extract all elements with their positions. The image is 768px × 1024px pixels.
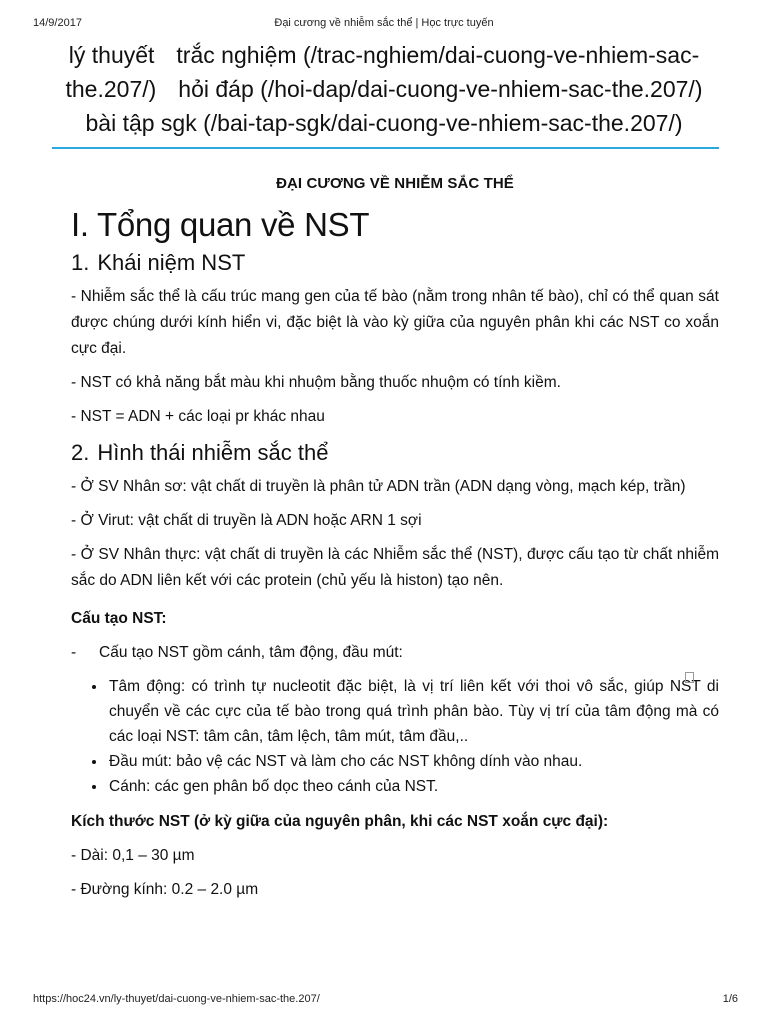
paragraph-definition: - Nhiễm sắc thể là cấu trúc mang gen của tế bào (nằm trong nhân tế bào), chỉ có thể quan sát được chúng dưới kính hiển vi, đặc biệt là vào kỳ giữa của nguyên phân khi các NST co xoắn cực đại. [71, 288, 719, 357]
nav-link-trac-nghiem[interactable]: trắc nghiệm (/trac-nghiem/dai-cuong-ve-nhiem-sac-the.207/) [65, 42, 700, 102]
print-date: 14/9/2017 [33, 17, 82, 29]
bullet-telomere: • Đầu mút: bảo vệ các NST và làm cho các NST không dính vào nhau. [107, 749, 719, 774]
structure-intro-text: Cấu tạo NST gồm cánh, tâm động, đầu mút: [99, 644, 403, 661]
paragraph-eukaryote: - Ở SV Nhân thực: vật chất di truyền là các Nhiễm sắc thể (NST), được cấu tạo từ chất nhiễm sắc do ADN liên kết với các protein (chủ yếu là histon) tạo nên. [71, 546, 719, 589]
nav-link-bai-tap-sgk[interactable]: bài tập sgk (/bai-tap-sgk/dai-cuong-ve-nhiem-sac-the.207/) [85, 110, 683, 136]
placeholder-glyph-icon [685, 672, 694, 683]
document-title: ĐẠI CƯƠNG VỀ NHIỄM SẮC THỂ [276, 175, 514, 192]
print-header [0, 0, 768, 40]
lesson-nav [40, 38, 728, 140]
subsection-heading-morphology [71, 440, 719, 466]
print-url: https://hoc24.vn/ly-thuyet/dai-cuong-ve-nhiem-sac-the.207/ [33, 993, 320, 1005]
heading-structure: Cấu tạo NST: [71, 610, 167, 627]
section-heading-overview: I. Tổng quan về NST [71, 206, 370, 243]
subsection-title: Khái niệm NST [97, 250, 246, 275]
heading-size: Kích thước NST (ở kỳ giữa của nguyên phân, khi các NST xoắn cực đại): [71, 813, 609, 830]
paragraph-staining: - NST có khả năng bắt màu khi nhuộm bằng thuốc nhuộm có tính kiềm. [71, 374, 561, 391]
print-page-title: Đại cương về nhiễm sắc thể | Học trực tuyến [274, 17, 494, 29]
paragraph-length: - Dài: 0,1 – 30 µm [71, 847, 195, 864]
print-page-number: 1/6 [722, 993, 738, 1005]
nav-link-hoi-dap[interactable]: hỏi đáp (/hoi-dap/dai-cuong-ve-nhiem-sac-the.207/) [178, 76, 703, 102]
dash-marker: - [71, 644, 77, 661]
subsection-number: 2. [71, 440, 90, 465]
paragraph-composition: - NST = ADN + các loại pr khác nhau [71, 408, 325, 425]
structure-intro [71, 640, 719, 666]
nav-link-ly-thuyet[interactable]: lý thuyết [68, 42, 155, 68]
lesson-content [71, 175, 719, 911]
header-divider [52, 147, 719, 149]
subsection-heading-concept [71, 250, 719, 276]
bullet-centromere: • Tâm động: có trình tự nucleotit đặc biệt, là vị trí liên kết với thoi vô sắc, giúp NST di chuyển về các cực của tế bào trong quá trình phân bào. Tùy vị trí của tâm động mà có các loại NST: tâm cân, tâm lệch, tâm mút, tâm đầu,.. [107, 674, 719, 749]
paragraph-prokaryote: - Ở SV Nhân sơ: vật chất di truyền là phân tử ADN trần (ADN dạng vòng, mạch kép, trần) [71, 478, 686, 495]
bullet-arms: • Cánh: các gen phân bố dọc theo cánh của NST. [107, 774, 719, 799]
structure-bullet-list [71, 674, 719, 799]
subsection-title: Hình thái nhiễm sắc thể [97, 440, 329, 465]
paragraph-virus: - Ở Virut: vật chất di truyền là ADN hoặc ARN 1 sợi [71, 512, 422, 529]
subsection-number: 1. [71, 250, 90, 275]
paragraph-diameter: - Đường kính: 0.2 – 2.0 µm [71, 881, 259, 898]
